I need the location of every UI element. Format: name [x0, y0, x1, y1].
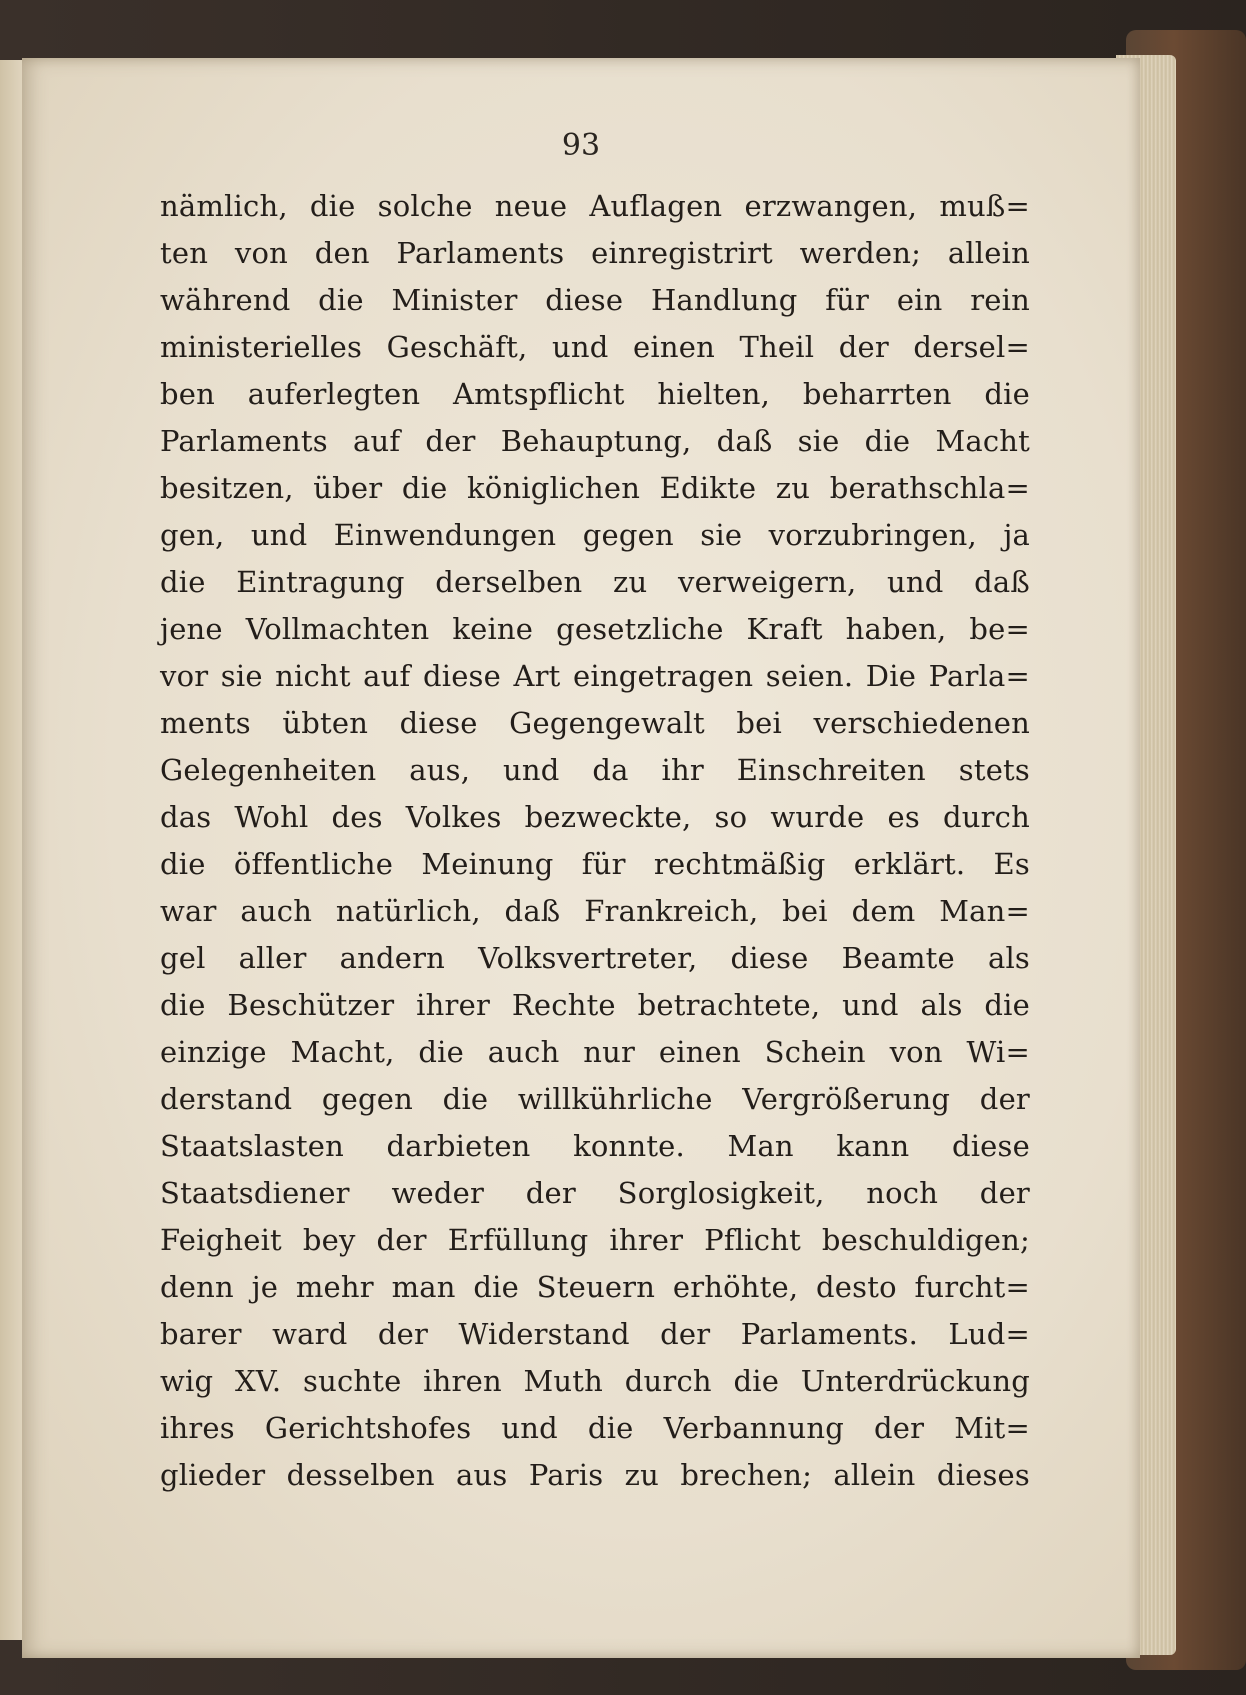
text-line: barer ward der Widerstand der Parlaments. Lud=	[160, 1317, 1030, 1351]
text-line: das Wohl des Volkes bezweckte, so wurde es durch	[160, 800, 1030, 834]
text-line: einzige Macht, die auch nur einen Schein von Wi=	[160, 1035, 1030, 1069]
text-line: ments übten diese Gegengewalt bei verschiedenen	[160, 706, 1030, 740]
text-line: die Beschützer ihrer Rechte betrachtete, und als die	[160, 988, 1030, 1022]
text-line: gel aller andern Volksvertreter, diese Beamte als	[160, 941, 1030, 975]
text-line: denn je mehr man die Steuern erhöhte, desto furcht=	[160, 1270, 1030, 1304]
text-line: Gelegenheiten aus, und da ihr Einschreiten stets	[160, 753, 1030, 787]
text-line: ihres Gerichtshofes und die Verbannung der Mit=	[160, 1411, 1030, 1445]
text-line: derstand gegen die willkührliche Vergrößerung der	[160, 1082, 1030, 1116]
text-line: Staatslasten darbieten konnte. Man kann diese	[160, 1129, 1030, 1163]
text-line: vor sie nicht auf diese Art eingetragen seien. Die Parla=	[160, 659, 1030, 693]
text-line: die Eintragung derselben zu verweigern, und daß	[160, 565, 1030, 599]
text-line: während die Minister diese Handlung für ein rein	[160, 283, 1030, 317]
text-line: Feigheit bey der Erfüllung ihrer Pflicht beschuldigen;	[160, 1223, 1030, 1257]
text-line: nämlich, die solche neue Auflagen erzwangen, muß=	[160, 189, 1030, 223]
text-line: glieder desselben aus Paris zu brechen; allein dieses	[160, 1458, 1030, 1492]
text-line: ten von den Parlaments einregistrirt werden; allein	[160, 236, 1030, 270]
text-line: Parlaments auf der Behauptung, daß sie die Macht	[160, 424, 1030, 458]
body-text	[160, 183, 1030, 1499]
text-line: ben auferlegten Amtspflicht hielten, beharrten die	[160, 377, 1030, 411]
page-number: 93	[561, 128, 601, 163]
text-line: wig XV. suchte ihren Muth durch die Unterdrückung	[160, 1364, 1030, 1398]
book-page	[22, 58, 1140, 1658]
text-line: war auch natürlich, daß Frankreich, bei dem Man=	[160, 894, 1030, 928]
text-line: besitzen, über die königlichen Edikte zu berathschla=	[160, 471, 1030, 505]
text-line: jene Vollmachten keine gesetzliche Kraft haben, be=	[160, 612, 1030, 646]
text-line: Staatsdiener weder der Sorglosigkeit, noch der	[160, 1176, 1030, 1210]
text-line: gen, und Einwendungen gegen sie vorzubringen, ja	[160, 518, 1030, 552]
text-line: die öffentliche Meinung für rechtmäßig erklärt. Es	[160, 847, 1030, 881]
text-line: ministerielles Geschäft, und einen Theil der dersel=	[160, 330, 1030, 364]
